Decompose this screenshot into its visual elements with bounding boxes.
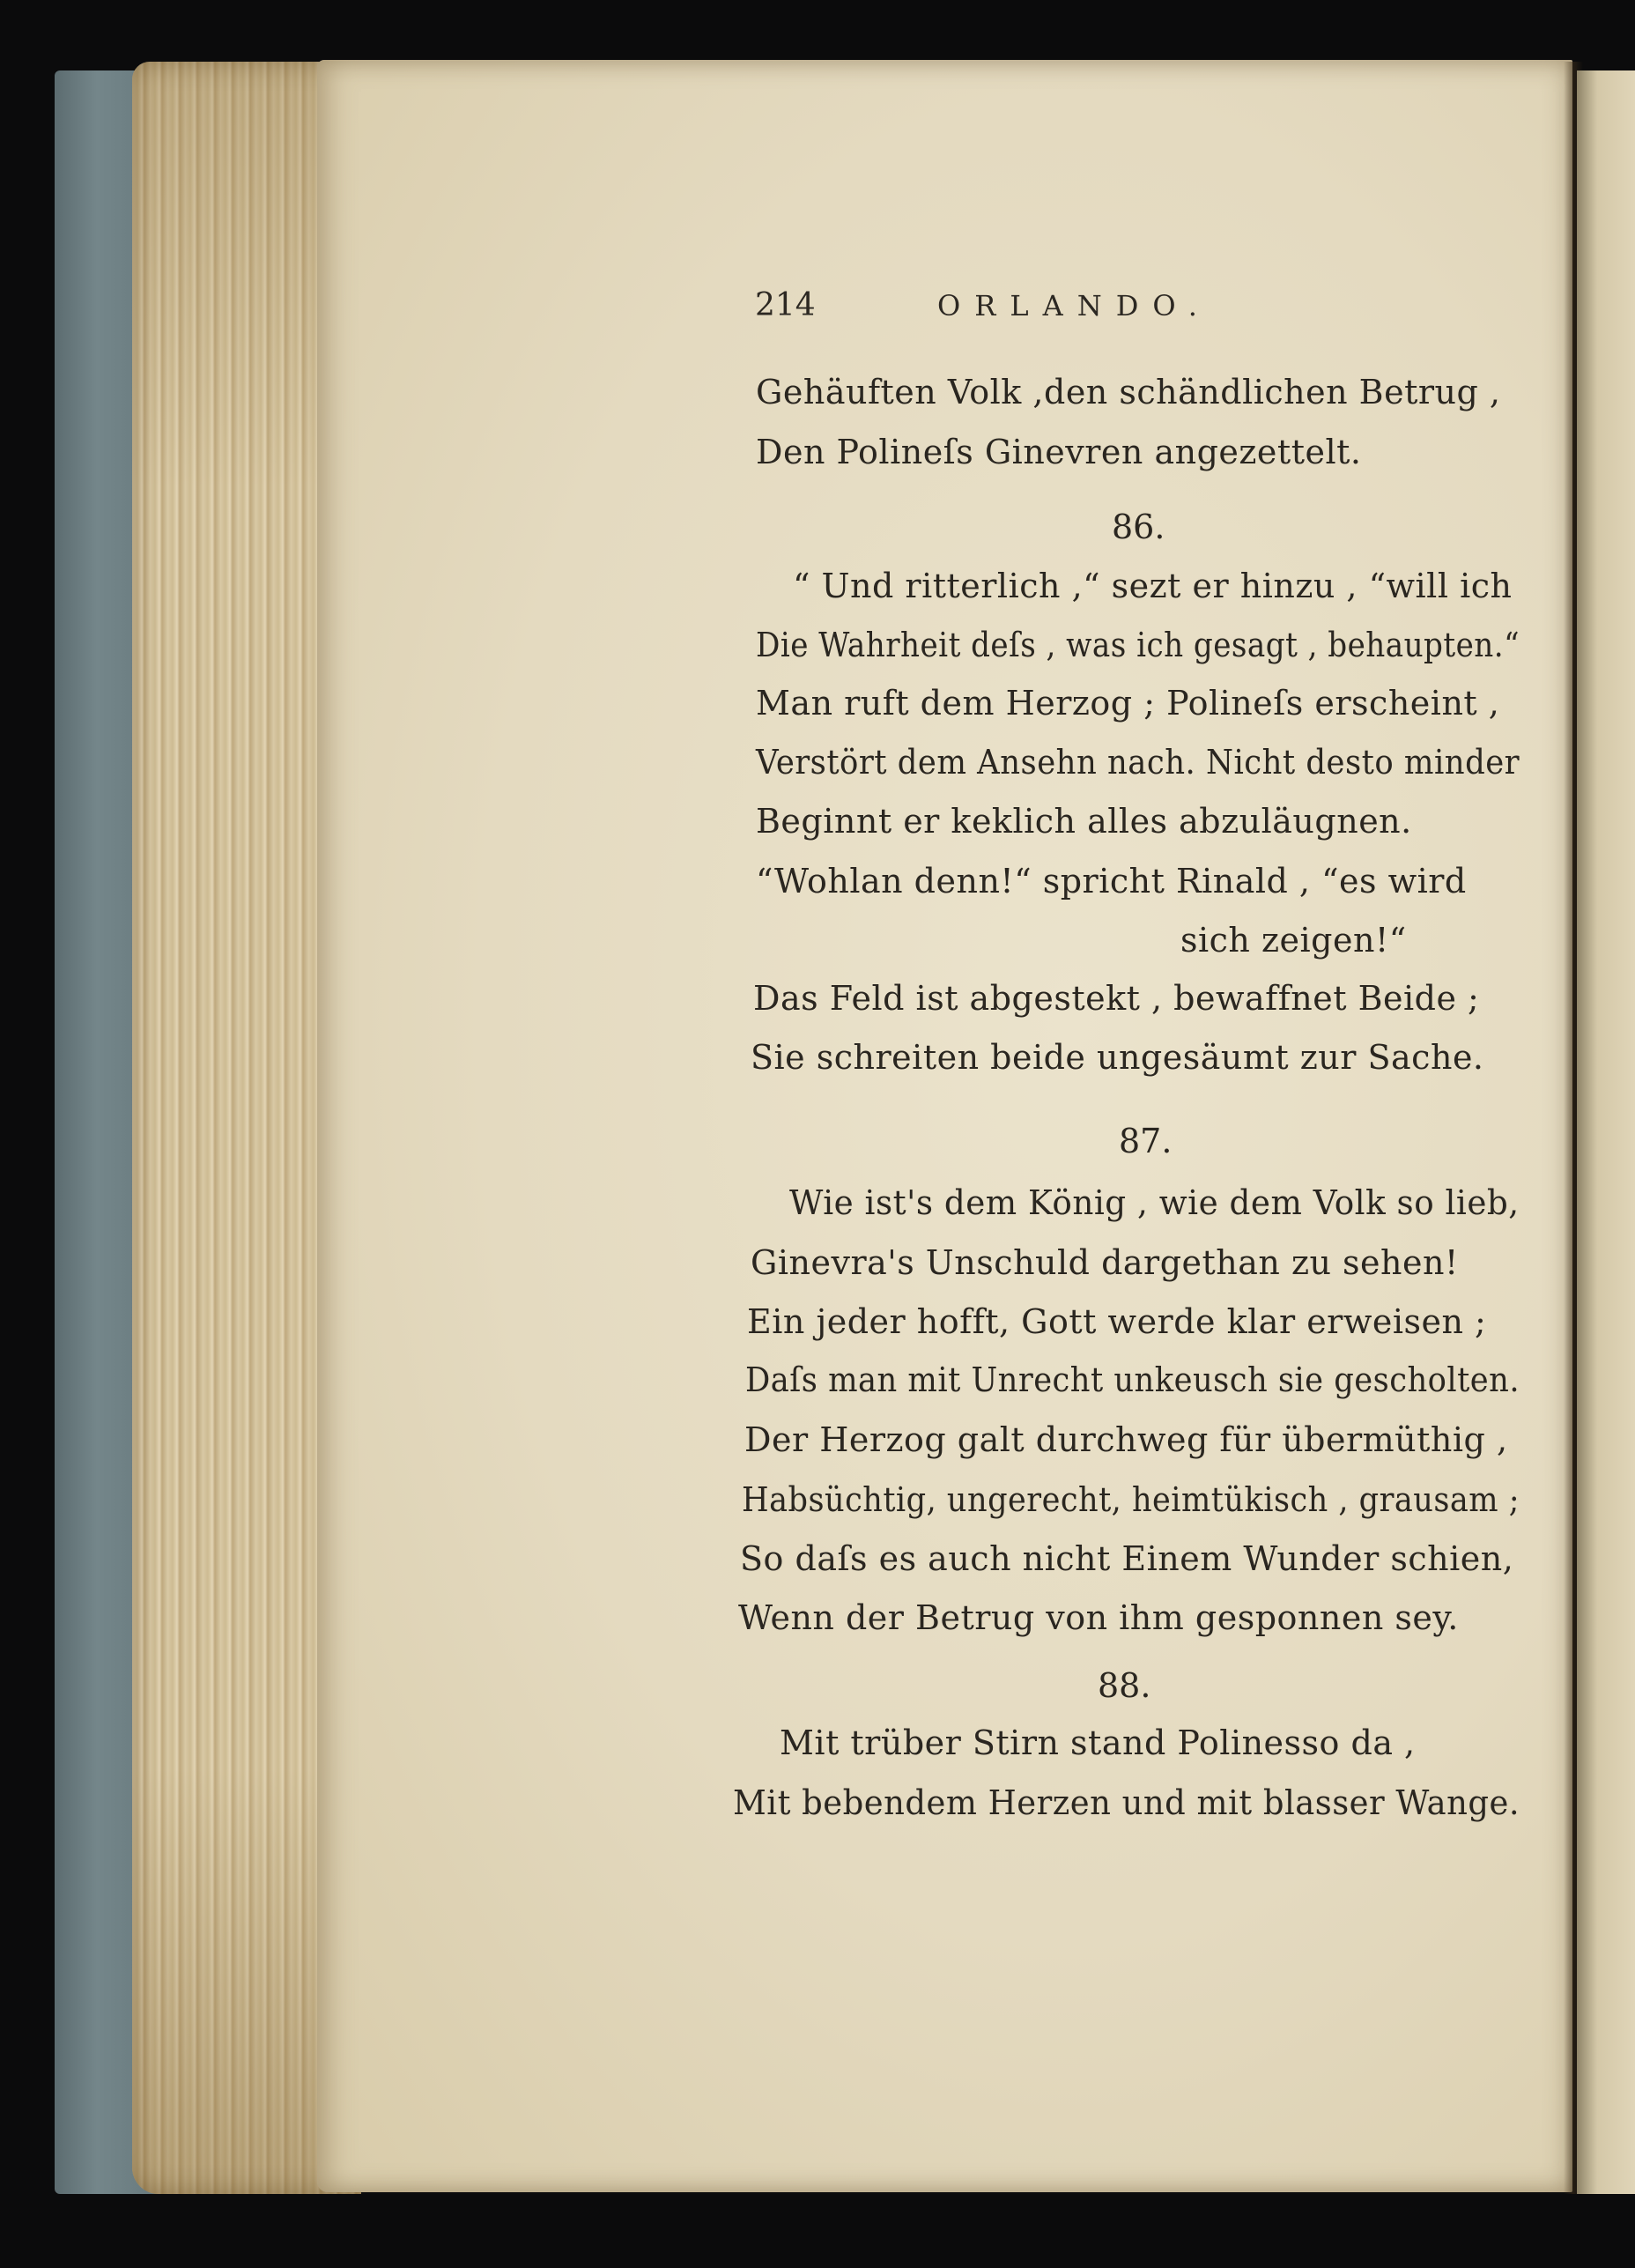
verse-line: Wie ist's dem König , wie dem Volk so lieb, — [789, 1183, 1520, 1222]
verse-line: Man ruft dem Herzog ; Polineſs erscheint , — [756, 684, 1500, 723]
verse-line: Mit trüber Stirn stand Polinesso da , — [780, 1723, 1416, 1762]
verse-line: Habsüchtig, ungerecht, heimtükisch , grausam ; — [742, 1480, 1520, 1519]
verse-line: sich zeigen!“ — [1180, 921, 1407, 960]
verse-line: Daſs man mit Unrecht unkeusch sie gescholten. — [745, 1360, 1520, 1399]
verse-line: Ein jeder hofft, Gott werde klar erweisen ; — [747, 1302, 1487, 1341]
running-head: ORLANDO. — [937, 289, 1211, 322]
stanza-number: 87. — [1119, 1122, 1173, 1160]
verse-line: Verstört dem Ansehn nach. Nicht desto minder — [756, 743, 1520, 782]
verse-line: Sie schreiten beide ungesäumt zur Sache. — [751, 1038, 1484, 1077]
verse-line: Ginevra's Unschuld dargethan zu sehen! — [751, 1243, 1459, 1282]
verse-line: Der Herzog galt durchweg für übermüthig , — [744, 1420, 1508, 1459]
facing-page — [1577, 70, 1635, 2194]
stanza-number: 86. — [1112, 508, 1165, 546]
verse-line: Wenn der Betrug von ihm gesponnen sey. — [738, 1598, 1459, 1637]
verse-line: Den Polineſs Ginevren angezettelt. — [756, 433, 1362, 471]
verse-line: “Wohlan denn!“ spricht Rinald , “es wird — [756, 862, 1467, 901]
verse-line: Die Wahrheit deſs , was ich gesagt , behaupten.“ — [756, 626, 1520, 664]
stanza-number: 88. — [1098, 1666, 1151, 1705]
verse-line: Gehäuften Volk ,den schändlichen Betrug , — [756, 373, 1501, 411]
verse-line: Das Feld ist abgestekt , bewaffnet Beide ; — [753, 979, 1480, 1018]
verse-line: Beginnt er keklich alles abzuläugnen. — [756, 802, 1412, 841]
verse-line: So daſs es auch nicht Einem Wunder schien, — [740, 1539, 1514, 1578]
verse-line: “ Und ritterlich ,“ sezt er hinzu , “will ich — [793, 567, 1513, 605]
page-number: 214 — [755, 287, 816, 323]
verse-line: Mit bebendem Herzen und mit blasser Wange. — [733, 1783, 1520, 1822]
